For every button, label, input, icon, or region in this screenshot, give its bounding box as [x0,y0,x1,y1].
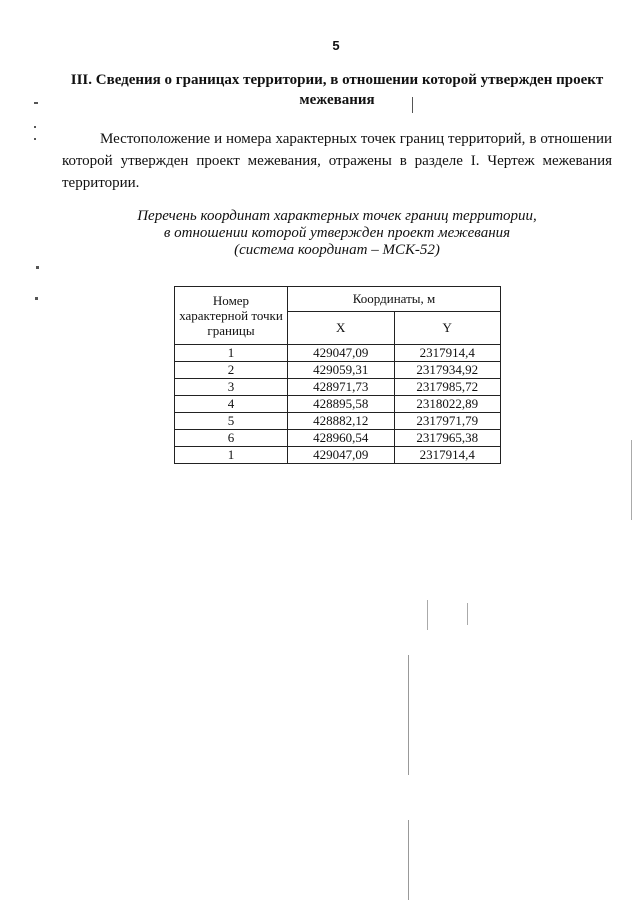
header-coordinates: Координаты, м [288,287,501,312]
body-paragraph: Местоположение и номера характерных точек границ территорий, в отношении которой утвержден проект межевания, отражены в разделе I. Чертеж межевания территории. [62,131,612,191]
scan-mark [34,138,36,140]
scan-mark [467,603,468,625]
coord-y: 2317971,79 [394,413,501,430]
table-row [175,447,501,464]
point-number: 1 [175,345,288,362]
coord-y: 2318022,89 [394,396,501,413]
coord-x: 429047,09 [288,447,395,464]
coord-x: 429059,31 [288,362,395,379]
coord-y: 2317914,4 [394,447,501,464]
scan-mark [34,102,38,104]
coord-x: 428971,73 [288,379,395,396]
coord-y: 2317914,4 [394,345,501,362]
point-number: 6 [175,430,288,447]
coord-x: 428882,12 [288,413,395,430]
scan-mark [427,600,428,630]
scan-mark [36,266,39,269]
scan-mark [35,297,38,300]
coord-x: 429047,09 [288,345,395,362]
scan-mark [631,440,632,520]
table-row [175,379,501,396]
table-caption [62,208,612,259]
table-row [175,362,501,379]
table-row [175,345,501,362]
scan-mark [408,655,409,775]
coord-y: 2317934,92 [394,362,501,379]
coordinates-table [174,286,501,464]
point-number: 2 [175,362,288,379]
point-number: 3 [175,379,288,396]
caption-line-1: Перечень координат характерных точек границ территории, [137,208,537,224]
section-heading: III. Сведения о границах территории, в отношении которой утвержден проект межевания [70,72,604,108]
point-number: 1 [175,447,288,464]
header-point-number: Номер характерной точки границы [175,287,288,345]
coord-y: 2317985,72 [394,379,501,396]
header-x: X [288,312,395,345]
page-number: 5 [332,38,340,53]
caption-line-2: в отношении которой утвержден проект межевания [163,225,511,241]
scan-mark [412,97,413,113]
coord-y: 2317965,38 [394,430,501,447]
point-number: 5 [175,413,288,430]
coord-x: 428960,54 [288,430,395,447]
point-number: 4 [175,396,288,413]
table-row [175,430,501,447]
caption-line-3: (система координат – МСК-52) [234,242,440,258]
scan-mark [34,126,36,128]
header-y: Y [394,312,501,345]
table-row [175,396,501,413]
table-row [175,413,501,430]
coord-x: 428895,58 [288,396,395,413]
scan-mark [408,820,409,900]
